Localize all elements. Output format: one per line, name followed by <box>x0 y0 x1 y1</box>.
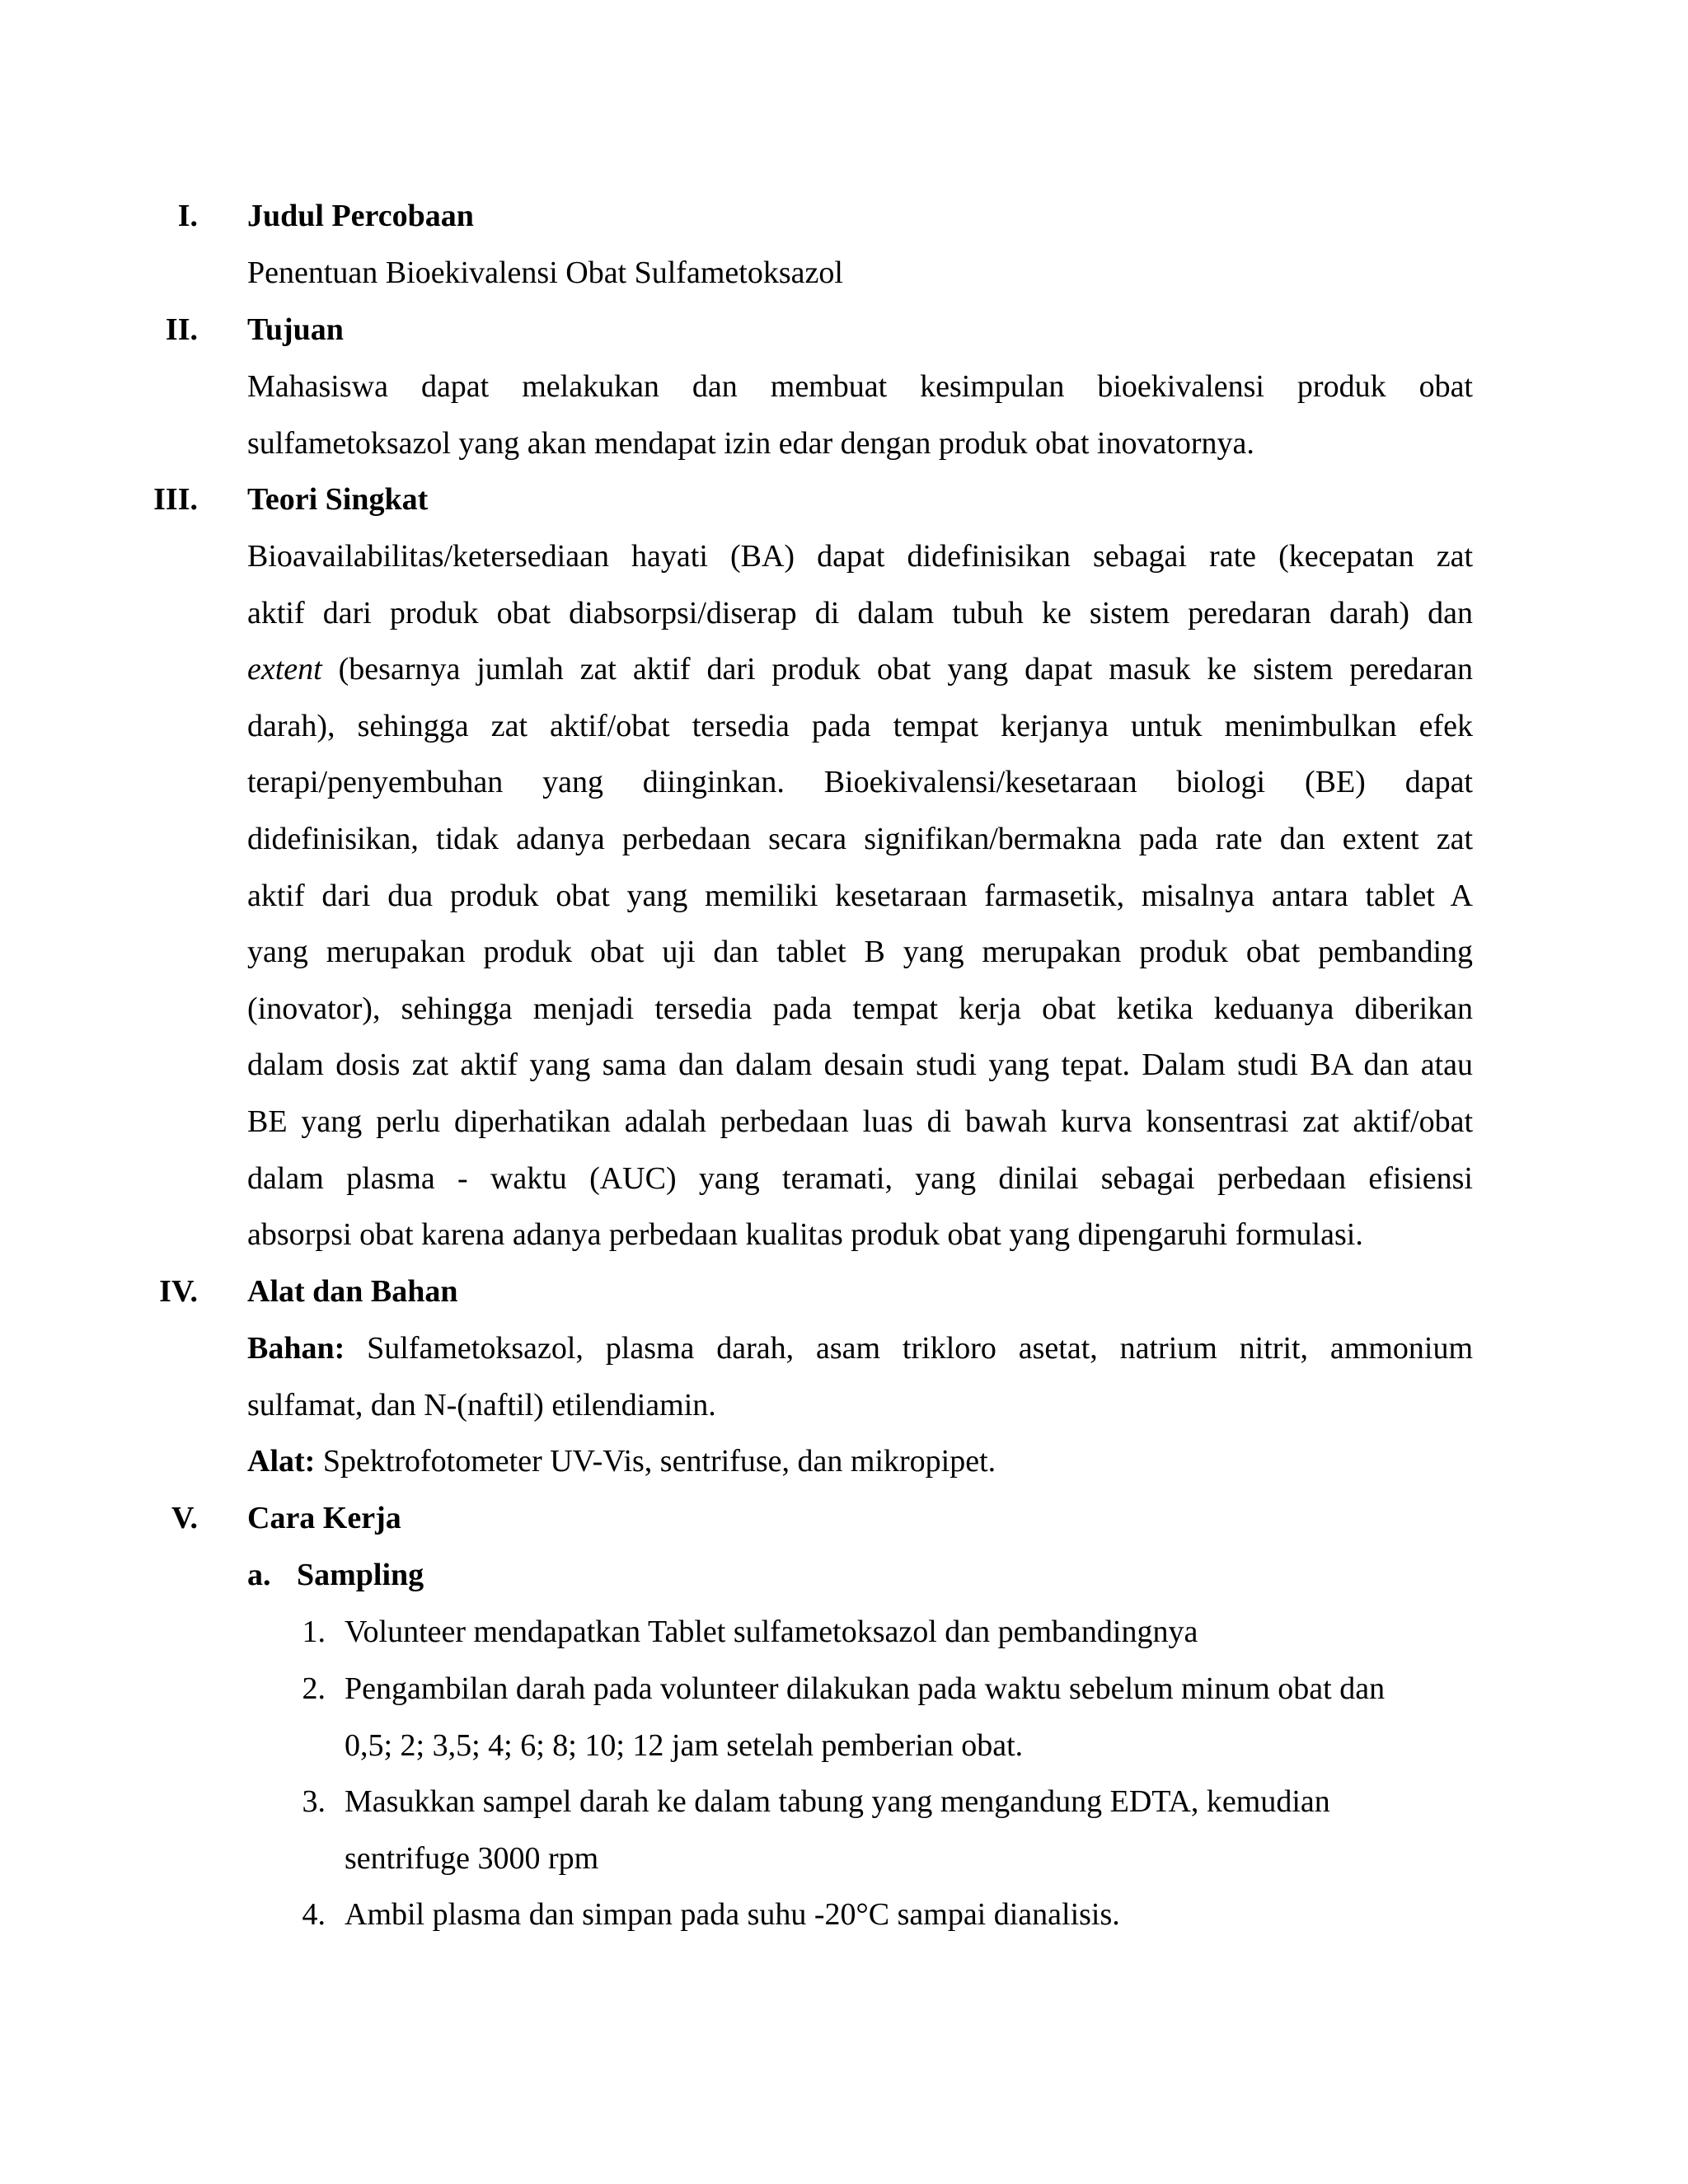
section-3-body <box>247 528 1473 1263</box>
step-line: 0,5; 2; 3,5; 4; 6; 8; 10; 12 jam setelah pemberian obat. <box>345 1727 1024 1763</box>
italic-term: extent <box>247 652 322 687</box>
section-3-line: aktif dari produk obat diabsorpsi/diserap di dalam tubuh ke sistem peredaran darah) dan <box>247 595 1473 630</box>
section-3-line: absorpsi obat karena adanya perbedaan kualitas produk obat yang dipengaruhi formulasi. <box>247 1217 1363 1253</box>
section-2-body <box>247 359 1473 471</box>
alat-text: Spektrofotometer UV-Vis, sentrifuse, dan mikropipet. <box>322 1444 996 1479</box>
step-number: 1. <box>302 1615 326 1649</box>
section-5-numeral: V. <box>171 1501 198 1535</box>
section-3-line: BE yang perlu diperhatikan adalah perbedaan luas di bawah kurva konsentrasi zat aktif/obat <box>247 1104 1473 1139</box>
section-3-numeral: III. <box>153 482 198 517</box>
step-text: Volunteer mendapatkan Tablet sulfametoksazol dan pembandingnya <box>345 1615 1198 1649</box>
section-3-line: darah), sehingga zat aktif/obat tersedia pada tempat kerjanya untuk menimbulkan efek <box>247 708 1473 743</box>
section-1-body: Penentuan Bioekivalensi Obat Sulfametoksazol <box>247 255 843 290</box>
section-3-line: Bioavailabilitas/ketersediaan hayati (BA) dapat didefinisikan sebagai rate (kecepatan zat <box>247 539 1473 574</box>
step-text <box>345 1774 1449 1886</box>
step-number: 2. <box>302 1671 326 1706</box>
section-3-heading: Teori Singkat <box>247 482 429 517</box>
section-5-heading: Cara Kerja <box>247 1501 401 1535</box>
step-line: Masukkan sampel darah ke dalam tabung yang mengandung EDTA, kemudian <box>345 1784 1330 1819</box>
section-2-numeral: II. <box>165 312 198 347</box>
section-3-line: dalam plasma - waktu (AUC) yang teramati, yang dinilai sebagai perbedaan efisiensi <box>247 1160 1473 1196</box>
subsection-title: Sampling <box>297 1558 424 1592</box>
section-3-line: (inovator), sehingga menjadi tersedia pada tempat kerja obat ketika keduanya diberikan <box>247 991 1473 1026</box>
bahan-label: Bahan: <box>247 1331 345 1366</box>
section-1-heading: Judul Percobaan <box>247 199 474 233</box>
bahan-line <box>247 1320 1473 1377</box>
subsection-letter: a. <box>247 1558 271 1592</box>
step-text <box>345 1661 1449 1774</box>
step-line: sentrifuge 3000 rpm <box>345 1840 599 1876</box>
section-3-line-extent <box>247 641 1473 698</box>
bahan-line-2: sulfamat, dan N-(naftil) etilendiamin. <box>247 1387 716 1422</box>
section-3-line: yang merupakan produk obat uji dan tablet B yang merupakan produk obat pembanding <box>247 935 1473 970</box>
step-number: 3. <box>302 1784 326 1819</box>
section-3-line: dalam dosis zat aktif yang sama dan dalam desain studi yang tepat. Dalam studi BA dan atau <box>247 1047 1473 1083</box>
section-3-line: aktif dari dua produk obat yang memiliki kesetaraan farmasetik, misalnya antara tablet A <box>247 878 1473 913</box>
section-3-line-rest: (besarnya jumlah zat aktif dari produk obat yang dapat masuk ke sistem peredaran <box>338 652 1473 687</box>
section-2-heading: Tujuan <box>247 312 344 347</box>
section-3-line: terapi/penyembuhan yang diinginkan. Bioekivalensi/kesetaraan biologi (BE) dapat <box>247 765 1473 800</box>
section-4-numeral: IV. <box>159 1274 198 1309</box>
step-line: Pengambilan darah pada volunteer dilakukan pada waktu sebelum minum obat dan <box>345 1671 1386 1706</box>
alat-label: Alat: <box>247 1444 316 1479</box>
step-number: 4. <box>302 1897 326 1932</box>
section-1-numeral: I. <box>177 199 198 233</box>
step-text: Ambil plasma dan simpan pada suhu -20°C sampai dianalisis. <box>345 1897 1120 1932</box>
section-4-heading: Alat dan Bahan <box>247 1274 458 1309</box>
section-2-line: sulfametoksazol yang akan mendapat izin edar dengan produk obat inovatornya. <box>247 425 1254 461</box>
section-4-body <box>247 1320 1473 1490</box>
alat-line <box>247 1433 1473 1490</box>
section-2-line: Mahasiswa dapat melakukan dan membuat kesimpulan bioekivalensi produk obat <box>247 369 1473 404</box>
section-3-line: didefinisikan, tidak adanya perbedaan secara signifikan/bermakna pada rate dan extent zat <box>247 821 1473 856</box>
bahan-text: Sulfametoksazol, plasma darah, asam trikloro asetat, natrium nitrit, ammonium <box>367 1331 1474 1366</box>
